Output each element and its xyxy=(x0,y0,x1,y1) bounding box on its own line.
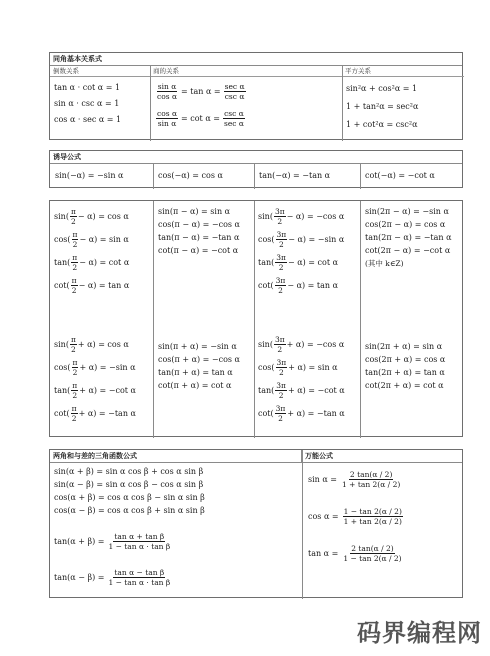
quotient-formula xyxy=(155,82,247,101)
note-k-integer: (其中 k∈Z) xyxy=(365,259,404,268)
denominator: 2 xyxy=(71,414,77,423)
divider xyxy=(342,66,343,141)
rest: − α) = tan α xyxy=(78,281,130,290)
formula: sin²α + cos²α = 1 xyxy=(346,84,418,93)
formula xyxy=(258,253,344,272)
formula: sin(−α) = −sin α xyxy=(55,171,124,180)
denominator: 2 xyxy=(277,217,283,226)
formula: sin(π + α) = −sin α xyxy=(158,342,237,351)
denominator: 2 xyxy=(278,286,283,295)
formula: cos(α + β) = cos α cos β − sin α sin β xyxy=(54,493,205,502)
formula xyxy=(258,207,344,226)
formula: cot(π − α) = −cot α xyxy=(158,246,239,255)
square-header: 平方关系 xyxy=(342,66,464,77)
fn: cos( xyxy=(54,235,71,244)
col4-bottom-list xyxy=(365,342,445,391)
sum-difference-title: 两角和与差的三角函数公式 xyxy=(50,450,302,463)
fn: tan( xyxy=(258,386,275,395)
induction-table-panel xyxy=(49,200,463,437)
formula: 1 + cot²α = csc²α xyxy=(346,120,418,129)
fn: sin( xyxy=(258,212,273,221)
numerator: tan α + tan β xyxy=(114,532,165,541)
fn: cot( xyxy=(258,409,274,418)
formula: cos(−α) = cos α xyxy=(158,171,223,180)
numerator: π xyxy=(72,358,78,367)
divider xyxy=(153,164,154,189)
numerator: 3π xyxy=(276,230,287,239)
col3-bottom-list xyxy=(258,335,345,423)
formula xyxy=(54,207,129,226)
formula: cot(π + α) = cot α xyxy=(158,381,232,390)
formula: sin α · csc α = 1 xyxy=(54,99,120,108)
denominator: 2 xyxy=(278,414,283,423)
reciprocal-list xyxy=(54,83,121,125)
tan-sum-formula xyxy=(54,532,172,551)
tan-diff-formula xyxy=(54,568,172,587)
formula: cos(π − α) = −cos α xyxy=(158,220,240,229)
denominator: 2 xyxy=(278,263,284,272)
formula: cos(2π − α) = cos α xyxy=(365,220,446,229)
formula: cos α · sec α = 1 xyxy=(54,115,122,124)
formula: sin(2π − α) = −sin α xyxy=(365,207,449,216)
divider xyxy=(360,164,361,189)
formula xyxy=(54,381,136,400)
divider xyxy=(153,201,154,438)
fn: sin( xyxy=(54,212,69,221)
denominator: 2 xyxy=(278,391,284,400)
formula xyxy=(54,276,129,295)
fn: cos( xyxy=(258,235,275,244)
numerator: 3π xyxy=(274,207,285,216)
universal-cos xyxy=(308,507,404,526)
lhs: tan(α + β) = xyxy=(54,537,105,546)
divider xyxy=(150,66,151,141)
numerator: π xyxy=(72,381,78,390)
numerator: π xyxy=(72,253,78,262)
fn: cot( xyxy=(54,281,70,290)
formula xyxy=(54,335,136,354)
formula xyxy=(258,335,345,354)
square-list xyxy=(346,84,418,130)
fn: sin( xyxy=(258,340,273,349)
denominator: csc α xyxy=(224,92,245,101)
col2-top-list xyxy=(158,207,240,256)
rest: + α) = −tan α xyxy=(287,409,345,418)
quotient-formula xyxy=(155,109,246,128)
formula: cot(−α) = −cot α xyxy=(365,171,435,180)
identity-relations-panel xyxy=(49,52,463,140)
denominator: 2 xyxy=(72,263,78,272)
induction-title: 诱导公式 xyxy=(50,151,462,164)
formula: cot(2π + α) = cot α xyxy=(365,381,444,390)
formula: 1 + tan²α = sec²α xyxy=(346,102,419,111)
rest: + α) = −cot α xyxy=(79,386,136,395)
denominator: 1 + tan 2(α / 2) xyxy=(342,480,401,489)
denominator: 2 xyxy=(71,217,76,226)
lhs: cos α = xyxy=(308,512,339,521)
formula xyxy=(258,404,345,423)
denominator: 1 − tan α · tan β xyxy=(108,578,171,587)
formula: cot(2π − α) = −cot α xyxy=(365,246,451,255)
lhs: sin α = xyxy=(308,475,338,484)
fn: cos( xyxy=(54,363,71,372)
formula xyxy=(258,358,345,377)
denominator: 2 xyxy=(71,345,76,354)
col1-top-list xyxy=(54,207,129,295)
numerator: 3π xyxy=(275,276,286,285)
rest: − α) = cos α xyxy=(77,212,129,221)
rest: + α) = −sin α xyxy=(79,363,136,372)
numerator: π xyxy=(71,276,77,285)
numerator: 3π xyxy=(276,253,286,262)
universal-tan xyxy=(308,544,404,563)
col4-top-list xyxy=(365,207,452,269)
fn: cot( xyxy=(258,281,274,290)
numerator: π xyxy=(72,230,78,239)
universal-title: 万能公式 xyxy=(302,450,462,463)
denominator: 1 + tan 2(α / 2) xyxy=(343,517,402,526)
numerator: 3π xyxy=(276,381,286,390)
col3-top-list xyxy=(258,207,344,295)
lhs: tan α = xyxy=(308,549,339,558)
formula xyxy=(258,230,344,249)
formula xyxy=(54,404,136,423)
col1-bottom-list xyxy=(54,335,136,423)
identity-relations-title: 同角基本关系式 xyxy=(50,53,462,66)
fn: tan( xyxy=(54,386,71,395)
divider xyxy=(254,164,255,189)
denominator: sec α xyxy=(223,119,244,128)
rest: − α) = tan α xyxy=(287,281,338,290)
rest: − α) = cot α xyxy=(287,258,338,267)
divider xyxy=(302,450,303,599)
rest: − α) = sin α xyxy=(79,235,129,244)
denominator: 2 xyxy=(72,368,78,377)
numerator: 2 tan(α / 2) xyxy=(351,544,394,553)
quotient-header: 商的关系 xyxy=(150,66,342,77)
rest: + α) = sin α xyxy=(288,363,338,372)
numerator: 3π xyxy=(275,404,286,413)
denominator: 2 xyxy=(71,286,77,295)
formula-mid: = cot α = xyxy=(181,114,220,123)
formula xyxy=(54,358,136,377)
formula: sin(π − α) = sin α xyxy=(158,207,231,216)
denominator: 2 xyxy=(277,345,283,354)
numerator: π xyxy=(70,335,76,344)
formula xyxy=(54,230,129,249)
sum-list xyxy=(54,467,205,516)
formula: sin(α − β) = sin α cos β − cos α sin β xyxy=(54,480,204,489)
fn: tan( xyxy=(258,258,275,267)
induction-panel xyxy=(49,150,463,188)
fn: cos( xyxy=(258,363,275,372)
site-watermark: 码界编程网 xyxy=(357,619,482,647)
numerator: 2 tan(α / 2) xyxy=(349,470,393,479)
col2-bottom-list xyxy=(158,342,240,391)
rest: − α) = −cos α xyxy=(286,212,345,221)
denominator: 2 xyxy=(72,391,78,400)
numerator: sec α xyxy=(224,82,245,91)
formula: cos(2π + α) = cos α xyxy=(365,355,446,364)
denominator: 1 − tan 2(α / 2) xyxy=(343,554,402,563)
sum-difference-panel xyxy=(49,449,463,598)
rest: + α) = −cos α xyxy=(286,340,345,349)
numerator: csc α xyxy=(224,109,244,118)
formula-mid: = tan α = xyxy=(181,87,221,96)
divider xyxy=(360,201,361,438)
formula xyxy=(258,276,344,295)
numerator: sin α xyxy=(157,82,177,91)
formula xyxy=(258,381,345,400)
universal-sin xyxy=(308,470,402,489)
lhs: tan(α − β) = xyxy=(54,573,105,582)
reciprocal-header: 倒数关系 xyxy=(50,66,150,77)
numerator: π xyxy=(70,207,76,216)
rest: − α) = cot α xyxy=(79,258,130,267)
numerator: 3π xyxy=(276,358,287,367)
formula: tan(π − α) = −tan α xyxy=(158,233,240,242)
numerator: tan α − tan β xyxy=(114,568,165,577)
formula: cos(α − β) = cos α cos β + sin α sin β xyxy=(54,506,205,515)
formula: tan α · cot α = 1 xyxy=(54,83,121,92)
formula: tan(2π − α) = −tan α xyxy=(365,233,452,242)
rest: + α) = −cot α xyxy=(287,386,345,395)
formula: tan(−α) = −tan α xyxy=(259,171,331,180)
denominator: 2 xyxy=(72,240,78,249)
formula xyxy=(54,253,129,272)
formula: tan(2π + α) = tan α xyxy=(365,368,445,377)
denominator: 1 − tan α · tan β xyxy=(108,542,171,551)
fn: sin( xyxy=(54,340,69,349)
denominator: sin α xyxy=(157,119,177,128)
fn: tan( xyxy=(54,258,71,267)
numerator: 1 − tan 2(α / 2) xyxy=(343,507,402,516)
rest: + α) = cos α xyxy=(77,340,129,349)
formula: cos(π + α) = −cos α xyxy=(158,355,240,364)
denominator: cos α xyxy=(157,92,178,101)
formula: tan(π + α) = tan α xyxy=(158,368,233,377)
numerator: cos α xyxy=(157,109,178,118)
rest: + α) = −tan α xyxy=(78,409,136,418)
formula: sin(2π + α) = sin α xyxy=(365,342,443,351)
fn: cot( xyxy=(54,409,70,418)
rest: − α) = −sin α xyxy=(288,235,345,244)
divider xyxy=(254,201,255,438)
denominator: 2 xyxy=(278,368,284,377)
numerator: π xyxy=(71,404,77,413)
formula: sin(α + β) = sin α cos β + cos α sin β xyxy=(54,467,204,476)
denominator: 2 xyxy=(278,240,284,249)
numerator: 3π xyxy=(274,335,285,344)
